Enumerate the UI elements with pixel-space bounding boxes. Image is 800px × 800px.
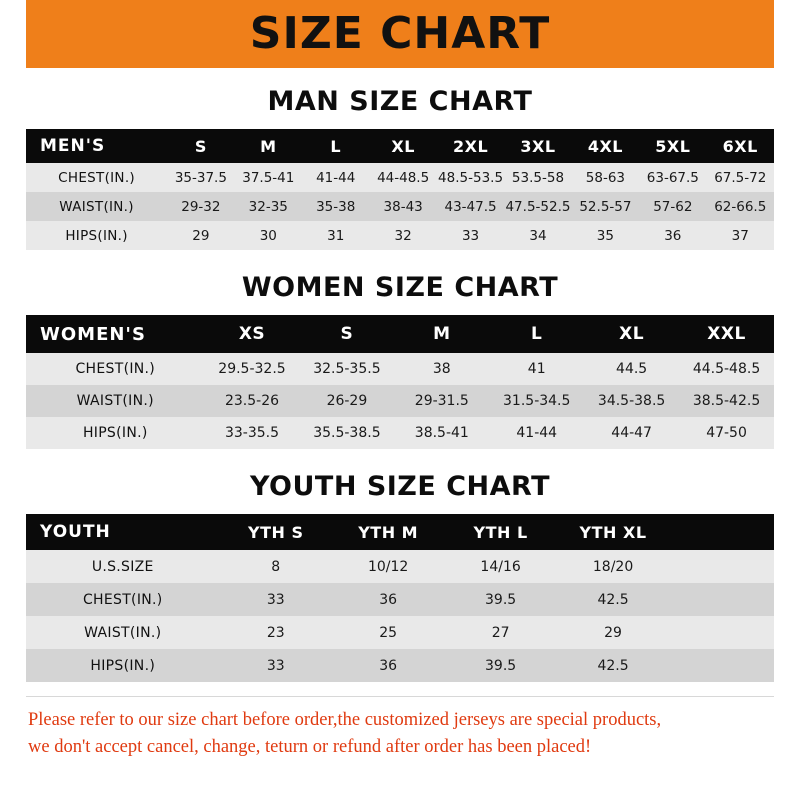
table-header-row [26, 129, 774, 163]
women-header-xs: XS [238, 324, 266, 344]
man-table-body [26, 163, 774, 250]
table-cell: 58-63 [585, 169, 626, 186]
youth-header-label: YOUTH [40, 522, 111, 542]
table-cell: 33-35.5 [224, 425, 280, 441]
women-row-label-hips: HIPS(IN.) [82, 425, 148, 441]
page-title: SIZE CHART [249, 8, 551, 59]
table-cell: 43-47.5 [444, 198, 497, 215]
youth-header-l: YTH L [473, 522, 528, 542]
youth-row-label-hips: HIPS(IN.) [90, 657, 156, 674]
youth-header-xl: YTH XL [579, 522, 647, 542]
table-cell: 41-44 [516, 425, 558, 441]
man-size-table [26, 129, 774, 250]
youth-header-m: YTH M [358, 522, 419, 542]
women-header-xxl: XXL [707, 324, 746, 344]
man-header-3xl: 3XL [520, 136, 556, 156]
table-cell: 32-35 [248, 198, 288, 215]
table-row [26, 616, 774, 649]
table-row [26, 163, 774, 192]
youth-row-label-waist: WAIST(IN.) [84, 624, 162, 641]
notice-divider [26, 696, 774, 697]
women-header-m: M [433, 324, 451, 344]
women-header-l: L [531, 324, 543, 344]
table-row [26, 385, 774, 417]
page-banner [0, 0, 800, 68]
table-cell: 44.5 [616, 361, 648, 377]
table-cell: 53.5-58 [511, 169, 565, 186]
table-cell: 27 [491, 624, 510, 641]
table-cell: 37.5-41 [242, 169, 295, 186]
table-cell: 35-38 [316, 198, 356, 215]
table-cell: 35 [596, 227, 614, 244]
women-row-label-chest: CHEST(IN.) [75, 361, 156, 377]
man-header-s: S [194, 136, 207, 156]
man-table-header [26, 129, 774, 163]
women-size-table [26, 315, 774, 449]
youth-header-spacer [669, 514, 774, 550]
man-row-label-hips: HIPS(IN.) [65, 227, 128, 244]
table-cell: 47-50 [706, 425, 747, 441]
table-cell: 29 [192, 227, 210, 244]
table-cell: 33 [266, 591, 285, 608]
table-cell: 25 [379, 624, 398, 641]
table-cell: 34 [529, 227, 547, 244]
table-cell: 52.5-57 [579, 198, 632, 215]
man-header-label: MEN'S [40, 136, 106, 156]
table-cell: 47.5-52.5 [505, 198, 571, 215]
women-header-xl: XL [619, 324, 645, 344]
table-cell: 31 [327, 227, 345, 244]
table-cell: 38-43 [383, 198, 423, 215]
table-cell: 29-31.5 [414, 393, 469, 409]
table-cell: 48.5-53.5 [438, 169, 504, 186]
table-cell: 8 [271, 558, 281, 575]
table-cell: 35.5-38.5 [313, 425, 381, 441]
table-cell: 67.5-72 [714, 169, 767, 186]
table-cell: 32.5-35.5 [313, 361, 381, 377]
table-cell: 36 [379, 591, 398, 608]
table-cell: 29 [604, 624, 622, 641]
table-row [26, 417, 774, 449]
table-cell: 42.5 [597, 657, 629, 674]
man-header-5xl: 5XL [655, 136, 691, 156]
table-row [26, 649, 774, 682]
youth-size-table [26, 514, 774, 682]
youth-header-s: YTH S [247, 522, 304, 542]
table-cell: 29-32 [181, 198, 221, 215]
man-header-4xl: 4XL [587, 136, 623, 156]
table-cell: 26-29 [326, 393, 368, 409]
women-table-header [26, 315, 774, 353]
man-row-label-waist: WAIST(IN.) [59, 198, 134, 215]
table-cell: 36 [379, 657, 398, 674]
table-cell: 39.5 [485, 591, 517, 608]
notice-line-2: we don't accept cancel, change, teturn or refund after order has been placed! [28, 736, 592, 757]
table-row [26, 192, 774, 221]
man-row-label-chest: CHEST(IN.) [58, 169, 135, 186]
notice-line-1: Please refer to our size chart before order,the customized jerseys are special products, [28, 710, 662, 730]
table-cell: 37 [731, 227, 749, 244]
man-header-l: L [330, 136, 342, 156]
table-cell: 29.5-32.5 [218, 361, 286, 377]
man-header-m: M [260, 136, 277, 156]
chart-content [0, 68, 800, 800]
table-cell: 62-66.5 [714, 198, 767, 215]
order-notice [26, 707, 774, 761]
table-cell: 41-44 [316, 169, 356, 186]
banner-right-edge [774, 0, 800, 68]
table-cell-spacer [669, 649, 774, 682]
table-cell-spacer [669, 616, 774, 649]
table-row [26, 583, 774, 616]
table-cell: 44.5-48.5 [692, 361, 761, 377]
youth-row-label-chest: CHEST(IN.) [82, 591, 163, 608]
table-cell-spacer [669, 550, 774, 583]
women-section-title: WOMEN SIZE CHART [241, 272, 559, 303]
youth-table-header [26, 514, 774, 550]
table-row [26, 353, 774, 385]
table-cell: 57-62 [653, 198, 693, 215]
table-cell: 44-47 [611, 425, 652, 441]
table-cell: 23.5-26 [224, 393, 280, 409]
table-cell: 42.5 [597, 591, 629, 608]
table-cell: 33 [266, 657, 285, 674]
table-cell: 38.5-41 [414, 425, 469, 441]
table-cell: 38 [432, 361, 451, 377]
table-cell: 34.5-38.5 [597, 393, 666, 409]
table-cell: 41 [527, 361, 546, 377]
banner-left-edge [0, 0, 26, 68]
table-cell: 44-48.5 [377, 169, 430, 186]
table-cell-spacer [669, 583, 774, 616]
table-cell: 38.5-42.5 [692, 393, 761, 409]
youth-section-title: YOUTH SIZE CHART [249, 471, 551, 502]
table-cell: 14/16 [480, 558, 521, 575]
table-row [26, 550, 774, 583]
table-cell: 23 [266, 624, 285, 641]
table-row [26, 221, 774, 250]
table-cell: 33 [461, 227, 480, 244]
youth-row-label-ussize: U.S.SIZE [91, 558, 154, 575]
man-header-6xl: 6XL [722, 136, 758, 156]
women-table-body [26, 353, 774, 449]
table-header-row [26, 315, 774, 353]
women-row-label-waist: WAIST(IN.) [76, 393, 154, 409]
table-header-row [26, 514, 774, 550]
table-cell: 36 [664, 227, 682, 244]
table-cell: 10/12 [367, 558, 409, 575]
man-header-xl: XL [391, 136, 415, 156]
youth-table-body [26, 550, 774, 682]
table-cell: 35-37.5 [174, 169, 227, 186]
man-header-2xl: 2XL [452, 136, 489, 156]
table-cell: 32 [394, 227, 412, 244]
table-cell: 39.5 [485, 657, 517, 674]
women-header-s: S [340, 324, 354, 344]
table-cell: 30 [259, 227, 277, 244]
women-header-label: WOMEN'S [40, 323, 146, 345]
table-cell: 18/20 [592, 558, 634, 575]
table-cell: 63-67.5 [646, 169, 699, 186]
table-cell: 31.5-34.5 [503, 393, 571, 409]
man-section-title: MAN SIZE CHART [267, 86, 533, 117]
